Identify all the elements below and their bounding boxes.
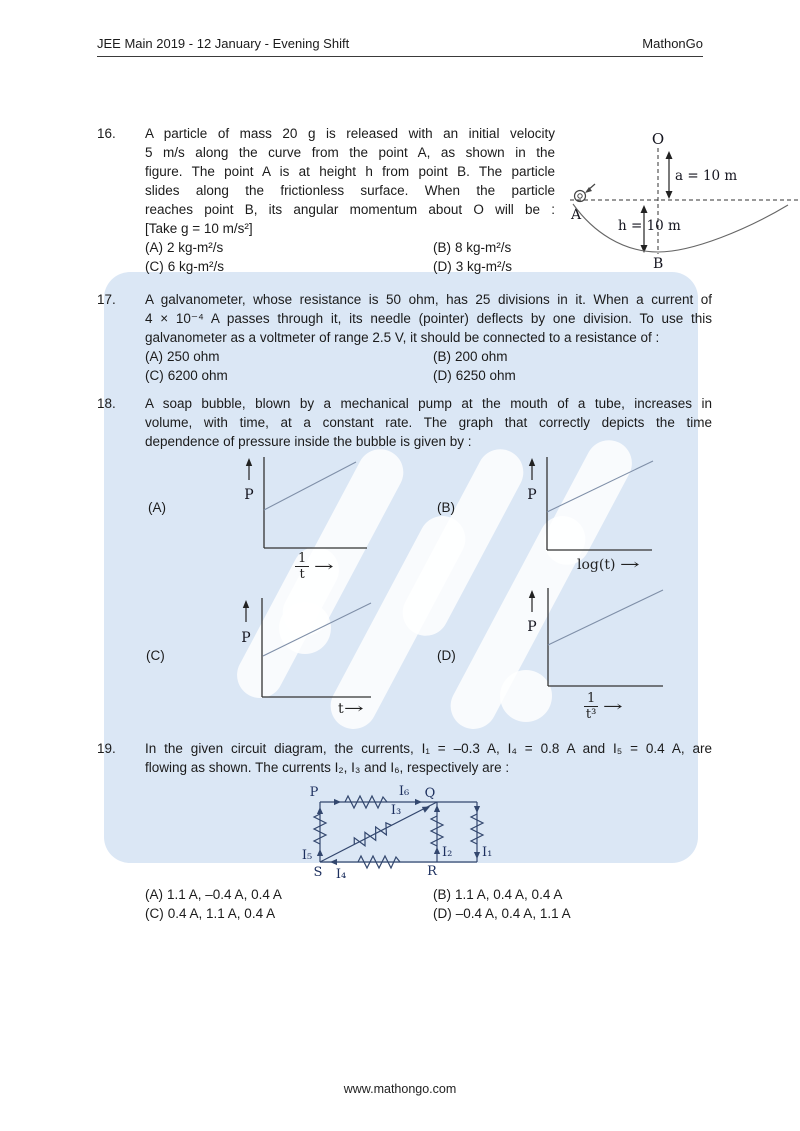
question-19-line: In the given circuit diagram, the currents, I₁ = –0.3 A, I₄ = 0.8 A and I₅ = 0.4 A, are (145, 741, 712, 756)
page-header (97, 36, 703, 51)
current-arrow-i6 (415, 799, 422, 805)
node-R-label: R (427, 864, 437, 879)
question-16-number: 16. (97, 126, 116, 141)
question-19 (97, 739, 712, 777)
option-19-C: (C) 0.4 A, 1.1 A, 0.4 A (145, 906, 276, 921)
question-17-number: 17. (97, 292, 116, 307)
arrow-up-icon (641, 205, 648, 213)
arrow-right-icon: → (314, 559, 335, 575)
header-divider (97, 56, 703, 57)
question-17-line: 4 × 10⁻⁴ A passes through it, its needle (pointer) deflects by one division. To use this (145, 311, 712, 326)
arrow-right-icon: → (603, 699, 624, 715)
current-arrow-top-left (334, 799, 341, 805)
node-S-label: S (313, 865, 323, 880)
question-18-line: volume, with time, at a constant rate. The graph that correctly depicts the time (145, 415, 712, 430)
arrow-down-icon (666, 191, 673, 199)
question-18-line: A soap bubble, blown by a mechanical pump at the mouth of a tube, increases in (145, 396, 712, 411)
current-arrow-right-top (474, 806, 480, 813)
option-19-D: (D) –0.4 A, 0.4 A, 1.1 A (433, 906, 571, 921)
current-arrow-i1 (474, 852, 480, 859)
current-I3-label: I₃ (390, 803, 402, 818)
question-19-options (145, 885, 712, 923)
current-arrow-i5 (317, 849, 323, 856)
figure-point-O-label: O (651, 130, 665, 148)
node-P-label: P (309, 785, 319, 800)
arrow-up-icon (529, 590, 535, 598)
graph-C (234, 592, 379, 702)
wire-diagonal (320, 802, 437, 862)
graph-C-label: (C) (146, 648, 165, 663)
graph-B-label: (B) (437, 500, 455, 515)
figure-point-B-label: B (653, 256, 664, 270)
graph-C-x-label: t→ (338, 701, 364, 717)
option-16-C: (C) 6 kg-m²/s (145, 259, 225, 274)
option-16-A: (A) 2 kg-m²/s (145, 240, 224, 255)
question-17-line: A galvanometer, whose resistance is 50 ohm, has 25 divisions in it. When a current of (145, 292, 712, 307)
question-18-number: 18. (97, 396, 116, 411)
question-16-line: slides along the frictionless surface. When the particle (145, 183, 555, 198)
graph-A (236, 452, 371, 552)
node-Q-label: Q (424, 786, 436, 801)
current-arrow-mid-top (434, 805, 440, 812)
graph-B-x-label: log(t) → (577, 557, 641, 573)
graph-D-x-label: $\frac{1}{\text{t³}}$ → (585, 691, 624, 722)
current-I5-label: I₅ (301, 848, 313, 863)
option-17-A: (A) 250 ohm (145, 349, 220, 364)
graph-D (518, 586, 668, 688)
question-16-line: 5 m/s along the curve from the point A, as shown in the (145, 145, 555, 160)
current-I6-label: I₆ (398, 784, 410, 799)
y-axis-label: P (527, 619, 537, 635)
option-19-B: (B) 1.1 A, 0.4 A, 0.4 A (433, 887, 563, 902)
figure-point-A-label: A (571, 207, 582, 223)
header-title: JEE Main 2019 - 12 January - Evening Shift (97, 36, 350, 51)
arrow-up-icon (529, 458, 535, 466)
footer-url: www.mathongo.com (343, 1082, 457, 1096)
graph-D-label: (D) (437, 648, 456, 663)
data-line (547, 461, 653, 512)
option-16-D: (D) 3 kg-m²/s (433, 259, 513, 274)
header-brand: MathonGo (642, 36, 703, 51)
current-I2-label: I₂ (442, 845, 453, 860)
question-16-take-note: [Take g = 10 m/s²] (145, 221, 253, 236)
y-axis-label: P (244, 487, 254, 503)
option-17-D: (D) 6250 ohm (433, 368, 516, 383)
question-17 (97, 290, 712, 385)
graph-A-label: (A) (148, 500, 166, 515)
graph-B (518, 452, 668, 552)
data-line (548, 590, 663, 645)
question-16-line: figure. The point A is at height h from point B. The particle (145, 164, 555, 179)
arrow-up-icon (246, 458, 252, 466)
data-line (264, 462, 356, 510)
figure-dim-h-label: h = 10 m (618, 218, 681, 234)
question-19-line: flowing as shown. The currents I₂, I₃ and I₆, respectively are : (145, 760, 510, 775)
y-axis-label: P (527, 487, 537, 503)
arrow-right-icon: → (343, 701, 364, 717)
particle-inner-icon (578, 194, 582, 198)
current-arrow-left-up (317, 807, 323, 814)
arrow-up-icon (243, 600, 249, 608)
current-I1-label: I₁ (482, 845, 493, 860)
option-17-B: (B) 200 ohm (433, 349, 508, 364)
figure-dim-a-label: a = 10 m (675, 168, 738, 184)
option-16-B: (B) 8 kg-m²/s (433, 240, 512, 255)
circuit-diagram (293, 782, 508, 884)
question-16-line: reaches point B, its angular momentum about O will be : (145, 202, 555, 217)
current-arrow-i4 (330, 859, 337, 865)
current-arrow-i2 (434, 847, 440, 854)
option-17-C: (C) 6200 ohm (145, 368, 228, 383)
question-19-number: 19. (97, 741, 116, 756)
question-17-line: galvanometer as a voltmeter of range 2.5 V, it should be connected to a resistance of : (145, 330, 660, 345)
y-axis-label: P (241, 630, 251, 646)
arrow-up-icon (666, 151, 673, 159)
question-18 (97, 394, 712, 451)
arrow-right-icon: → (620, 557, 641, 573)
graph-A-x-label: $\frac{1}{t}$ → (295, 551, 330, 583)
question-16-line: A particle of mass 20 g is released with an initial velocity (145, 126, 555, 141)
option-19-A: (A) 1.1 A, –0.4 A, 0.4 A (145, 887, 282, 902)
question-16 (97, 124, 555, 276)
figure-curve-diagram (568, 124, 800, 270)
current-I4-label: I₄ (335, 867, 347, 882)
data-line (263, 603, 371, 656)
question-18-line: dependence of pressure inside the bubble is given by : (145, 434, 472, 449)
